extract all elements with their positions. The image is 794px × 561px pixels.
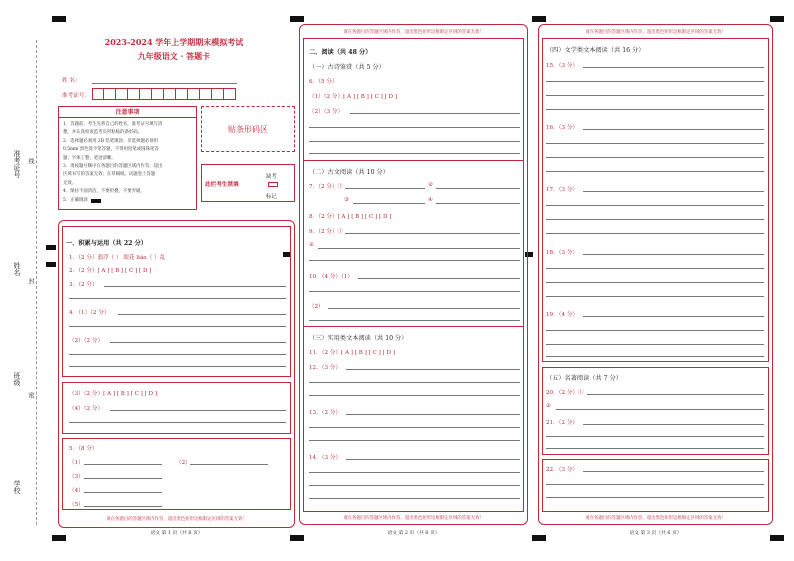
question-10: 10．（4 分）（1） [309,274,353,280]
side-label-zhunkao: 准考证号 [13,150,21,178]
section-title: 二、阅读（共 48 分） [309,49,372,56]
answer-line[interactable] [546,268,764,269]
id-boxes[interactable] [92,88,236,100]
question-18: 18．（3 分） [546,250,579,256]
answer-line[interactable] [69,298,286,299]
answer-line[interactable] [110,410,286,411]
answer-line[interactable] [546,143,764,144]
answer-line[interactable] [328,308,520,309]
question-5-4: （4） [69,488,84,494]
answer-line[interactable] [309,127,520,128]
question-21: 21．（2 分） [546,420,579,426]
question-20: 20．（2 分）① [546,390,584,396]
divider [303,326,524,327]
question-15: 15．（3 分） [546,63,579,69]
answer-line[interactable] [546,233,764,234]
question-6-2: （2）（3 分） [309,109,344,115]
answer-line[interactable] [345,188,425,189]
answer-line[interactable] [309,498,520,499]
question-7-d: ④ [428,197,434,203]
answer-line[interactable] [546,95,764,96]
answer-line[interactable] [309,291,520,292]
binding-line [36,40,37,525]
question-14: 14．（3 分） [309,455,342,461]
question-6: 6．（5 分） [309,79,338,85]
question-22: 22．（3 分） [546,467,579,473]
filled-sample [91,199,101,203]
answer-line[interactable] [346,459,520,460]
question-5-2: （2） [176,460,191,466]
no-fill-label: 此栏考生禁填 [205,182,239,188]
subsection-title: （一）古诗鉴赏（共 5 分） [309,64,385,71]
answer-line[interactable] [546,344,764,345]
answer-line[interactable] [345,233,520,234]
question-1: 1．（2 分）翡浮（ ） 眼花 liáo（ ）乱 [69,255,166,261]
answer-line[interactable] [587,394,764,395]
exam-subtitle: 九年级语文 · 答题卡 [137,51,211,61]
answer-line[interactable] [546,484,764,485]
question-4-1: 4．（1）（2 分） [69,310,110,316]
page-footer: 语文 第 2 页（共 6 页） [387,531,440,536]
answer-line[interactable] [436,188,520,189]
question-4-2: （2）（2 分） [69,338,104,344]
boundary-notice: 请在各题目的答题区域内作答，超出黑色矩形边框限定区域的答案无效！ [343,516,484,521]
boundary-notice: 请在各题目的答题区域内作答，超出黑色矩形边框限定区域的答案无效！ [343,30,484,35]
notice-item: 2．选择题必须用 2B 铅笔填涂；非选择题必须用 [63,138,159,144]
answer-line[interactable] [583,424,764,425]
mark-label: 标记 [266,194,277,200]
registration-mark [290,16,304,22]
notice-item: 0.5mm 黑色签字笔答题，不得用铅笔或圆珠笔答 [63,147,159,153]
question-19: 19．（4 分） [546,312,579,318]
answer-line[interactable] [546,81,764,82]
answer-line[interactable] [583,471,764,472]
question-7-b: ② [428,182,434,188]
question-5-5: （5） [69,502,84,508]
question-5: 5．（8 分） [69,446,98,452]
id-label: 准考证号： [62,93,90,99]
question-17: 17．（3 分） [546,187,579,193]
absent-label: 缺考 [266,174,277,180]
name-label: 姓 名： [62,78,81,84]
answer-line[interactable] [546,282,764,283]
answer-line[interactable] [556,409,764,410]
question-12: 12．（3 分） [309,365,342,371]
notice-item: 楚，并认真检查监考员所粘贴的条形码。 [63,130,143,136]
answer-line[interactable] [118,314,286,315]
side-label-xian: 线 [27,158,34,164]
answer-line[interactable] [350,113,520,114]
answer-line[interactable] [583,191,764,192]
section-title: 一、积累与运用（共 22 分） [66,240,147,247]
notice-item: 无效。 [63,180,77,186]
question-4-3: （3）（2 分）[ A ] [ B ] [ C ] [ D ] [69,391,157,397]
absent-mark-box [201,164,295,202]
question-7: 7．（2 分）① [309,184,344,190]
question-20-b: ② [546,403,552,409]
absent-checkbox[interactable] [268,182,278,187]
registration-mark [532,16,546,22]
answer-line[interactable] [309,260,520,261]
question-10-b: （2） [309,304,324,310]
answer-line[interactable] [583,316,764,317]
subsection-title: （三）实用类文本阅读（共 10 分） [309,335,408,342]
answer-line[interactable] [309,320,520,321]
page-footer: 语文 第 1 页（共 6 页） [150,531,203,536]
answer-line[interactable] [358,278,520,279]
answer-line[interactable] [69,366,286,367]
notice-item: 1．答题前，考生先将自己的姓名，准考证号填写清 [63,122,163,127]
notice-item: 题；字体工整、笔迹清晰。 [63,155,116,161]
answer-line[interactable] [309,427,520,428]
notice-box [58,106,197,210]
question-13: 13．（2 分） [309,410,342,416]
answer-line[interactable] [436,203,520,204]
boundary-notice: 请在各题目的答题区域内作答，超出黑色矩形边框限定区域的答案无效！ [585,516,726,521]
notice-item: 4．保持卡面清洁，不要折叠、不要弄破。 [63,189,145,195]
name-line[interactable] [92,83,237,84]
answer-line[interactable] [104,286,286,287]
page-footer: 语文 第 3 页（共 6 页） [629,531,682,536]
registration-mark [770,16,784,22]
answer-line[interactable] [546,330,764,331]
answer-line[interactable] [583,129,764,130]
question-2: 2．（2 分）[ A ] [ B ] [ C ] [ D ] [69,268,152,274]
question-6-1: （1）（2 分）[ A ] [ B ] [ C ] [ D ] [309,94,397,100]
registration-mark [52,16,66,22]
answer-line[interactable] [69,422,286,423]
answer-line[interactable] [84,464,162,465]
notice-title: 注意事项 [59,107,196,118]
answer-line[interactable] [309,440,520,441]
question-5-3: （3） [69,474,84,480]
notice-item: 3．请按题号顺序在各题目的答题区域内作答，超出 [63,164,163,170]
question-11: 11．（2 分）[ A ] [ B ] [ C ] [ D ] [309,350,395,356]
question-7-c: ③ [344,197,350,203]
side-label-xuexiao: 学校 [13,480,21,494]
answer-line[interactable] [190,464,268,465]
answer-line[interactable] [84,492,162,493]
answer-line[interactable] [346,369,520,370]
answer-line[interactable] [309,395,520,396]
question-4-4: （4）（2 分） [69,406,104,412]
answer-line[interactable] [546,497,764,498]
registration-mark [46,245,56,250]
registration-mark [46,262,56,267]
side-label-feng: 封 [27,278,34,284]
notice-item: 5．正确填涂 [63,197,88,203]
answer-line[interactable] [546,157,764,158]
question-9-b: ② [309,242,315,248]
answer-line[interactable] [309,472,520,473]
exam-title: 2023-2024 学年上学期期末模拟考试 [104,37,244,47]
answer-line[interactable] [546,205,764,206]
answer-line[interactable] [546,436,764,437]
question-16: 16．（3 分） [546,125,579,131]
question-3: 3．（2 分） [69,282,98,288]
question-5-1: （1） [69,460,84,466]
question-9: 9．（2 分）① [309,229,344,235]
answer-line[interactable] [346,414,520,415]
answer-line[interactable] [309,485,520,486]
answer-line[interactable] [583,254,764,255]
boundary-notice: 请在各题目的答题区域内作答，超出黑色矩形边框限定区域的答案无效！ [106,517,247,522]
barcode-area: 贴条形码区 [201,106,295,152]
answer-line[interactable] [110,342,286,343]
side-label-mi: 密 [27,392,34,398]
boundary-notice: 请在各题目的答题区域内作答，超出黑色矩形边框限定区域的答案无效！ [585,30,726,35]
answer-line[interactable] [353,203,425,204]
answer-line[interactable] [84,506,162,507]
answer-line[interactable] [318,248,520,249]
notice-item: 区域书写的答案无效；在草稿纸、试题卷上答题 [63,172,156,178]
question-8: 8．（2 分）[ A ] [ B ] [ C ] [ D ] [309,214,392,220]
answer-line[interactable] [69,326,286,327]
subsection-title: （四）文学类文本阅读（共 16 分） [546,47,645,54]
answer-line[interactable] [69,354,286,355]
answer-line[interactable] [309,382,520,383]
answer-line[interactable] [546,109,764,110]
side-label-banji: 班级 [13,372,21,386]
answer-line[interactable] [546,296,764,297]
divider [303,160,524,161]
answer-line[interactable] [309,153,520,154]
answer-line[interactable] [84,478,162,479]
answer-line[interactable] [583,67,764,68]
answer-line[interactable] [546,448,764,449]
subsection-title: （五）名著阅读（共 7 分） [546,375,622,382]
answer-line[interactable] [309,141,520,142]
answer-line[interactable] [546,219,764,220]
answer-line[interactable] [546,171,764,172]
answer-line[interactable] [546,356,764,357]
subsection-title: （二）古文阅读（共 10 分） [309,169,389,176]
side-label-xingming: 姓名 [13,262,21,276]
